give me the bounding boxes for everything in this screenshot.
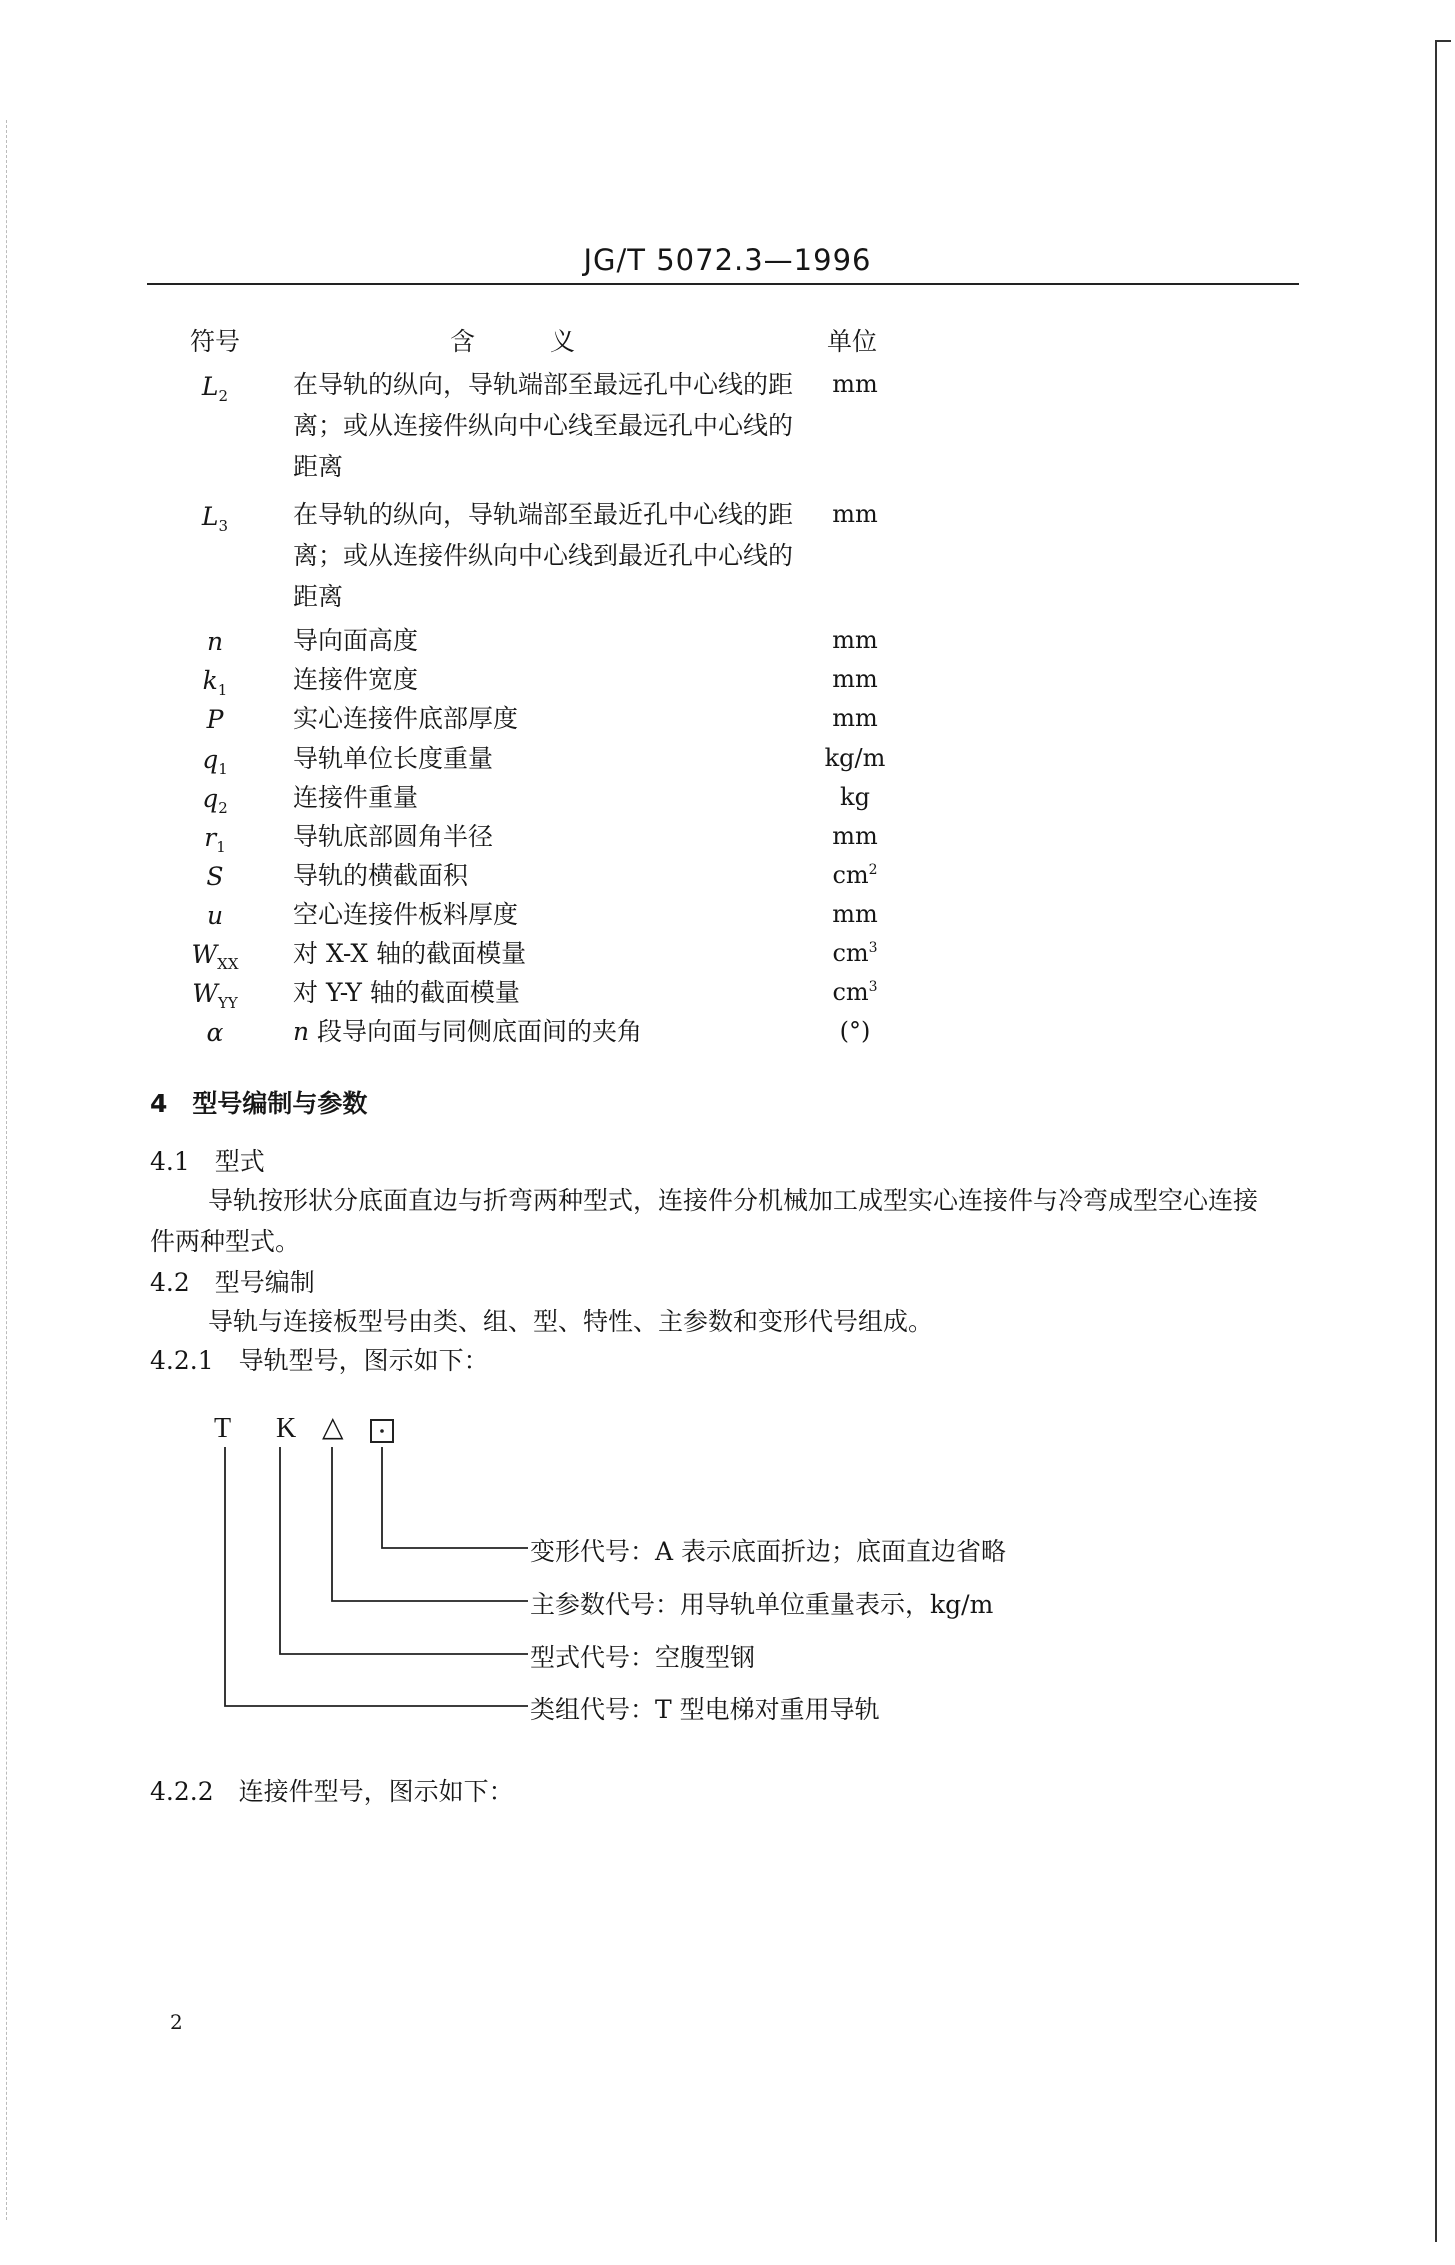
section-4-1-text-line2: 件两种型式。 bbox=[150, 1227, 301, 1256]
page-header: JG/T 5072.3—1996 bbox=[583, 243, 872, 277]
table-row-symbol: $L_2$ bbox=[201, 372, 229, 405]
table-row-unit: $cm^2$ bbox=[832, 861, 878, 889]
section-4-2-1-title: 4.2.1 导轨型号，图示如下： bbox=[150, 1346, 489, 1375]
table-row-unit: mm bbox=[832, 704, 878, 732]
section-4-1-title: 4.1 型式 bbox=[150, 1147, 265, 1176]
table-row-unit: mm bbox=[832, 900, 878, 928]
label-variant-code: 变形代号：A 表示底面折边；底面直边省略 bbox=[530, 1537, 1007, 1566]
label-class-code: 类组代号：T 型电梯对重用导轨 bbox=[530, 1695, 880, 1724]
table-row-symbol: u bbox=[206, 901, 224, 930]
table-row-meaning: n 段导向面与同侧底面间的夹角 bbox=[293, 1017, 643, 1046]
table-row-unit: mm bbox=[832, 370, 878, 398]
col-header-symbol: 符号 bbox=[190, 327, 241, 356]
table-row-meaning: 对 X-X 轴的截面模量 bbox=[293, 939, 527, 968]
table-row-meaning: 连接件重量 bbox=[293, 783, 419, 812]
table-row-meaning: 导轨的横截面积 bbox=[293, 861, 469, 890]
code-letter-k: K bbox=[276, 1413, 297, 1444]
table-row-unit: mm bbox=[832, 665, 878, 693]
table-row-symbol: $r_1$ bbox=[204, 823, 226, 856]
leader-line-class bbox=[225, 1447, 528, 1706]
col-header-unit: 单位 bbox=[827, 327, 878, 356]
section-4-1-text-line1: 导轨按形状分底面直边与折弯两种型式，连接件分机械加工成型实心连接件与冷弯成型空心连接 bbox=[208, 1186, 1259, 1215]
section-4-2-text: 导轨与连接板型号由类、组、型、特性、主参数和变形代号组成。 bbox=[208, 1307, 934, 1336]
table-row-meaning: 实心连接件底部厚度 bbox=[293, 704, 519, 733]
table-row-symbol: S bbox=[206, 862, 224, 891]
table-row-unit: $cm^3$ bbox=[832, 978, 878, 1006]
leader-line-main-param bbox=[332, 1447, 528, 1601]
table-row-symbol: $q_1$ bbox=[202, 745, 228, 778]
table-row-meaning: 空心连接件板料厚度 bbox=[293, 900, 519, 929]
table-row-symbol: $k_1$ bbox=[202, 666, 228, 699]
table-row-unit: mm bbox=[832, 626, 878, 654]
table-row-symbol: $L_3$ bbox=[201, 502, 229, 535]
table-row-unit: mm bbox=[832, 822, 878, 850]
col-header-meaning: 含 义 bbox=[450, 327, 576, 356]
table-row-symbol: n bbox=[206, 627, 224, 656]
table-row-meaning: 在导轨的纵向，导轨端部至最近孔中心线的距离；或从连接件纵向中心线到最近孔中心线的距离 bbox=[293, 500, 794, 611]
label-type-code: 型式代号：空腹型钢 bbox=[530, 1643, 756, 1672]
table-row-symbol: P bbox=[206, 705, 224, 734]
table-row-meaning: 导轨单位长度重量 bbox=[293, 744, 494, 773]
table-row-symbol: α bbox=[206, 1018, 224, 1047]
table-row-meaning: 在导轨的纵向，导轨端部至最远孔中心线的距离；或从连接件纵向中心线至最远孔中心线的距离 bbox=[293, 370, 794, 481]
table-row-meaning: 导轨底部圆角半径 bbox=[293, 822, 494, 851]
section-4-2-title: 4.2 型号编制 bbox=[150, 1268, 315, 1297]
section-4-2-2-title: 4.2.2 连接件型号，图示如下： bbox=[150, 1777, 514, 1806]
triangle-symbol-icon: △ bbox=[322, 1412, 344, 1443]
table-row-unit: $cm^3$ bbox=[832, 939, 878, 967]
table-row-unit: kg/m bbox=[824, 744, 886, 772]
table-row-meaning: 导向面高度 bbox=[293, 626, 419, 655]
table-row-meaning: 对 Y-Y 轴的截面模量 bbox=[293, 978, 520, 1007]
label-main-param-code: 主参数代号：用导轨单位重量表示，kg/m bbox=[530, 1590, 994, 1619]
code-letter-t: T bbox=[214, 1413, 232, 1444]
section-4-heading: 4 型号编制与参数 bbox=[150, 1089, 368, 1118]
square-dot bbox=[380, 1429, 384, 1433]
table-row-unit: mm bbox=[832, 500, 878, 528]
page-number: 2 bbox=[170, 2010, 183, 2034]
table-row-unit: kg bbox=[840, 783, 870, 811]
table-row-meaning: 连接件宽度 bbox=[293, 665, 419, 694]
table-row-unit: (°) bbox=[839, 1017, 871, 1045]
table-row-symbol: $W_{XX}$ bbox=[191, 940, 239, 973]
table-row-symbol: $W_{YY}$ bbox=[192, 979, 238, 1012]
leader-line-type bbox=[280, 1447, 528, 1654]
leader-line-variant bbox=[382, 1447, 528, 1548]
table-row-symbol: $q_2$ bbox=[202, 784, 228, 817]
